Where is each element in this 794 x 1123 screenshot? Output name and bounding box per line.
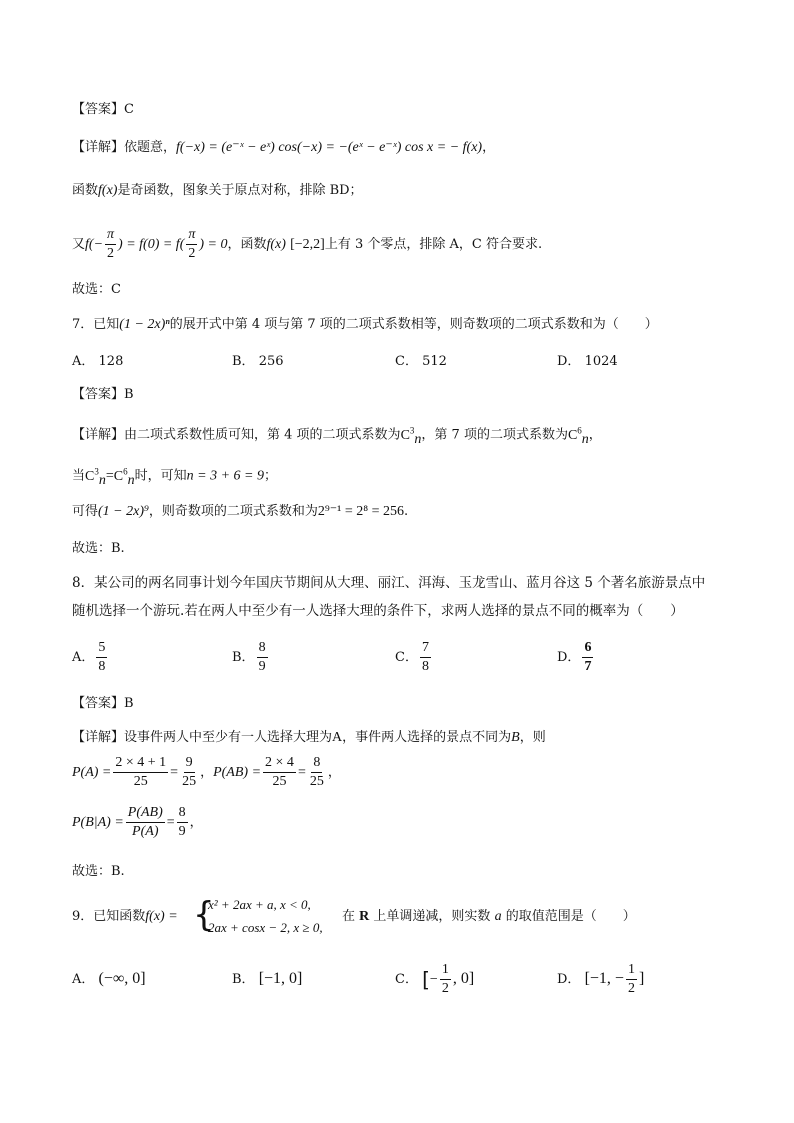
fraction-numerator: 8 [177,805,188,823]
option-letter: D． [557,972,581,987]
option-fraction [96,640,107,675]
coef-sub: n [414,431,422,447]
option-letter: C． [395,972,418,987]
detail-text: 又 [72,237,86,252]
detail-tag: 【详解】 [72,730,125,745]
q8-answer-line [72,694,134,714]
option-letter: B． [232,650,255,665]
option-text: [−1, − [584,970,624,987]
fraction-denominator: 25 [309,774,324,789]
q8-option-b [232,640,270,675]
q7-answer-line [72,385,134,405]
fraction [126,805,165,840]
binomial-coef [400,425,422,447]
fraction-numerator: 5 [96,640,107,658]
q6-detail-line-3 [72,226,542,264]
fraction-denominator: 2 [627,981,635,996]
question-text: 8．某公司的两名同事计划今年国庆节期间从大理、丽江、洱海、玉龙雪山、蓝月谷这 5 个著名旅游景点中 [72,575,706,591]
q9-stem-tail [342,907,636,927]
fraction-denominator: 8 [421,659,429,674]
probability-expr: P(AB) = [213,765,262,780]
punctuation: . [404,504,409,519]
q8-option-a [72,640,109,675]
equals-sign: = [105,468,114,484]
fraction-numerator: 2 × 4 [263,755,296,773]
detail-text: 是奇函数，图象关于原点对称，排除 BD； [117,183,363,198]
option-fraction [420,640,431,675]
bracket: [ [422,967,430,992]
detail-text: ，则奇数项的二项式系数和为 [148,504,318,519]
option-letter: A． [72,972,95,987]
fraction-numerator: 1 [626,962,637,980]
option-letter: B． [232,972,255,987]
equation: 2⁹⁻¹ = 2⁸ = 256 [317,504,405,519]
q8-detail-line-3 [72,803,203,843]
fraction [180,755,198,790]
detail-text: 可得 [72,504,99,519]
q8-stem-line-1 [72,573,705,593]
q8-option-d [557,640,595,675]
q7-choose-line [72,539,125,559]
binomial-coef [113,466,135,488]
question-text: 9．已知函数 [72,909,146,924]
fraction-numerator: 8 [257,640,268,658]
question-text: 的取值范围是（ ） [505,909,636,924]
interval: [−2,2] [290,237,325,252]
punctuation: ， [588,427,602,443]
detail-tag: 【详解】 [72,427,125,443]
answer-value: B [124,387,134,402]
option-fraction [257,640,268,675]
coef-sup: 6 [123,466,128,476]
fraction [177,805,188,840]
fraction-denominator: 25 [133,774,148,789]
coef-letter: C [85,468,95,484]
fraction-numerator: 6 [582,640,593,658]
piecewise-case-2: 2ax + cosx − 2, x ≥ 0, [208,920,323,935]
function-expr: f(− [85,237,104,252]
q8-choose-line [72,862,125,882]
q6-detail-line-2 [72,181,363,201]
q9-option-b [232,969,302,990]
q7-option-a [72,352,123,372]
probability-expr: P(A) = [72,765,112,780]
question-text: 随机选择一个游玩.若在两人中至少有一人选择大理的条件下，求两人选择的景点不同的概率为（ ） [72,603,684,619]
fraction-numerator: 2 × 4 + 1 [113,755,168,773]
q6-answer-line [72,100,134,120]
fraction-denominator: 8 [98,659,106,674]
fraction-denominator: 2 [107,246,115,261]
coef-sup: 3 [409,425,415,435]
fraction-numerator: P(AB) [126,805,165,823]
equals-sign: = [170,765,179,780]
fraction-denominator: 25 [182,774,197,789]
option-letter: A． [72,650,95,665]
question-text: 的展开式中第 4 项与第 7 项的二项式系数相等，则奇数项的二项式系数和为（ ） [169,317,658,332]
coef-sub: n [98,472,106,488]
variable-symbol: a [494,909,502,924]
question-text: 上单调递减，则实数 [373,909,491,924]
fraction [105,227,116,262]
minus-sign: − [429,972,438,987]
option-text: (−∞, 0] [98,970,146,987]
binomial-expr: (1 − 2x)⁹ [98,504,149,519]
option-text: 1024 [584,354,618,369]
binomial-coef [85,466,106,488]
equals-sign: = [166,815,175,830]
fraction [113,755,168,790]
q9-stem [72,907,178,927]
function-expr: f(x) = [145,909,178,924]
fraction-numerator: π [105,227,116,245]
q9-option-c [395,960,474,999]
q9-option-a [72,969,146,990]
detail-text: 函数 [72,183,99,198]
option-text: 512 [422,354,447,369]
fraction-denominator: 7 [584,659,592,674]
q7-option-c [395,352,447,372]
option-text: ] [638,970,645,987]
detail-text: ，则 [519,730,546,745]
fraction [626,962,637,997]
q6-detail-line-1 [72,138,495,158]
q7-detail-line-2 [72,461,277,490]
fraction [440,962,451,997]
function-expr: ) = 0 [199,237,228,252]
binomial-expr: (1 − 2x)ⁿ [119,317,170,332]
fraction [308,755,326,790]
coef-letter: C [113,468,124,484]
coef-sub: n [127,472,135,488]
q8-option-c [395,640,433,675]
q8-detail-line-1 [72,728,546,748]
q8-detail-line-2 [72,753,341,793]
option-fraction [582,640,593,675]
question-text: 7．已知 [72,317,120,332]
option-text: [−1, 0] [258,970,303,987]
coef-letter: C [400,427,410,443]
function-expr: f(x) [98,183,118,198]
equation: f(−x) = (e⁻ˣ − eˣ) cos(−x) = −(eˣ − e⁻ˣ) cos x = − f(x) [176,140,483,155]
fraction [263,755,296,790]
fraction-numerator: 1 [440,962,451,980]
option-letter: D． [557,354,581,369]
punctuation: ， [200,765,214,780]
probability-expr: P(B|A) = [72,815,124,830]
detail-text: 设事件两人中至少有一人选择大理为 [124,730,333,745]
detail-text: ，事件两人选择的景点不同为 [342,730,512,745]
fraction-denominator: 2 [188,246,196,261]
option-letter: D． [557,650,581,665]
option-text: , 0] [452,970,475,987]
real-set-symbol: R [359,909,370,924]
q9-option-d [557,960,644,999]
coef-letter: C [567,427,578,443]
option-letter: C． [395,650,418,665]
question-text: 在 [342,909,356,924]
detail-text: ，函数 [227,237,267,252]
q7-detail-line-1 [72,420,602,449]
fraction-denominator: 9 [258,659,266,674]
equals-sign: = [297,765,306,780]
punctuation: ， [482,140,496,155]
detail-text: 上有 3 个零点，排除 A，C 符合要求. [324,237,543,252]
q7-detail-line-3 [72,502,408,522]
detail-tag: 【详解】 [72,140,125,155]
fraction [186,227,197,262]
q7-option-b [232,352,284,372]
detail-text: 依题意， [124,140,177,155]
final-choice: 故选：B. [72,864,125,879]
detail-text: 当 [72,468,86,484]
punctuation: ， [327,765,341,780]
fraction-numerator: 8 [311,755,322,773]
fraction-numerator: 9 [184,755,195,773]
event-symbol: A [332,730,343,745]
piecewise-case-1: x² + 2ax + a, x < 0, [208,897,311,912]
fraction-denominator: 9 [178,824,186,839]
answer-tag: 【答案】 [72,387,125,402]
option-letter: A． [72,354,95,369]
q7-stem [72,315,658,335]
option-letter: B． [232,354,255,369]
option-text: 256 [258,354,284,369]
coef-sub: n [581,431,589,447]
final-choice: 故选：C [72,282,121,297]
answer-value: B [124,696,134,711]
q8-stem-line-2 [72,601,684,621]
punctuation: ； [263,468,277,484]
coef-sup: 6 [577,425,582,435]
fraction-denominator: P(A) [132,824,159,839]
piecewise-brace: { [193,895,215,935]
event-symbol: B [511,730,520,745]
final-choice: 故选：B. [72,541,125,556]
q6-choose-line [72,280,121,300]
answer-tag: 【答案】 [72,102,125,117]
fraction-denominator: 25 [272,774,287,789]
punctuation: ， [189,815,203,830]
binomial-coef [567,425,589,447]
coef-sup: 3 [94,466,99,476]
function-expr: ) = f(0) = f( [118,237,185,252]
fraction-denominator: 2 [441,981,449,996]
option-text: 128 [98,354,124,369]
option-letter: C． [395,354,418,369]
fraction-numerator: 7 [420,640,431,658]
answer-tag: 【答案】 [72,696,125,711]
equation: n = 3 + 6 = 9 [186,468,264,484]
detail-text: 由二项式系数性质可知，第 4 项的二项式系数为 [124,427,401,443]
detail-text: 时，可知 [134,468,187,484]
fraction-numerator: π [186,227,197,245]
q7-option-d [557,352,618,372]
detail-text: ，第 7 项的二项式系数为 [421,427,568,443]
function-expr: f(x) [266,237,286,252]
answer-value: C [124,102,134,117]
